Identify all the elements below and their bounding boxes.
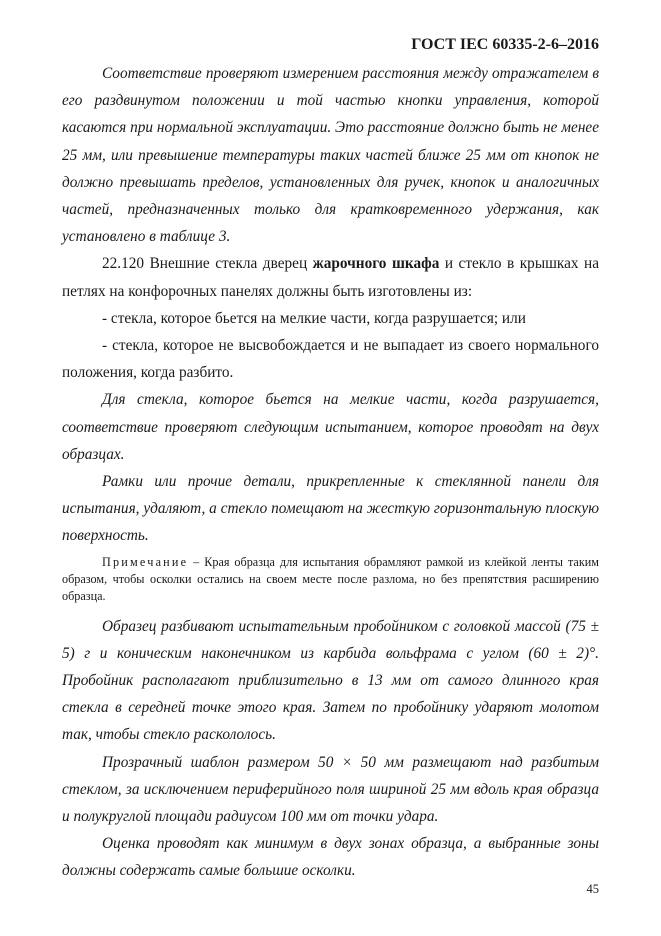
paragraph-test-intro: Для стекла, которое бьется на мелкие части, когда разрушается, соответствие проверяют следующим испытанием, которое проводят на двух образцах.	[62, 391, 599, 463]
list-item-retained-glass: - стекла, которое не высвобождается и не выпадает из своего нормального положения, когда разбито.	[62, 337, 599, 382]
term-oven: жарочного шкафа	[312, 255, 440, 273]
note	[62, 554, 599, 605]
standard-header: ГОСТ IEC 60335-2-6–2016	[411, 36, 599, 53]
clause-22-120	[62, 250, 599, 304]
list-item-shattering-glass: - стекла, которое бьется на мелкие части, когда разрушается; или	[102, 309, 526, 327]
paragraph-frame-removal: Рамки или прочие детали, прикрепленные к стеклянной панели для испытания, удаляют, а стекло помещают на жесткую горизонтальную плоскую поверхность.	[62, 473, 599, 545]
note-label: Примечание	[102, 554, 189, 569]
paragraph-template: Прозрачный шаблон размером 50 × 50 мм размещают над разбитым стеклом, за исключением периферийного поля шириной 25 мм вдоль края образца и полукруглой площади радиусом 100 мм от точки удара.	[62, 753, 599, 826]
paragraph-evaluation: Оценка проводят как минимум в двух зонах образца, а выбранные зоны должны содержать самые большие осколки.	[62, 835, 599, 880]
document-body	[62, 60, 599, 885]
page-number: 45	[586, 882, 599, 896]
clause-22-120-intro: 22.120 Внешние стекла дверец	[102, 255, 313, 273]
note-text: – Края образца для испытания обрамляют рамкой из клейкой ленты таким образом, чтобы осколки остались на своем месте после разлома, но без препятствия расширению образца.	[62, 554, 599, 603]
paragraph-punch-test: Образец разбивают испытательным пробойником с головкой массой (75 ± 5) г и коническим наконечником из карбида вольфрама с углом (60 ± 2)°. Пробойник располагают приблизительно в 13 мм от самого длинного края стекла в середней точке этого края. Затем по пробойнику ударяют молотом так, чтобы стекло раскололось.	[62, 617, 599, 744]
paragraph-compliance-distance: Соответствие проверяют измерением расстояния между отражателем в его раздвинутом положении и той частью кнопки управления, которой касаются при нормальной эксплуатации. Это расстояние должно быть не менее 25 мм, или превышение температуры таких частей ближе 25 мм от кнопок не должно превышать пределов, установленных для ручек, кнопок и аналогичных частей, предназначенных только для кратковременного удержания, как установлено в таблице 3.	[62, 65, 599, 246]
clause-22-120-rest: и стекло в крышках на петлях на конфорочных панелях должны быть изготовлены из:	[62, 255, 599, 300]
